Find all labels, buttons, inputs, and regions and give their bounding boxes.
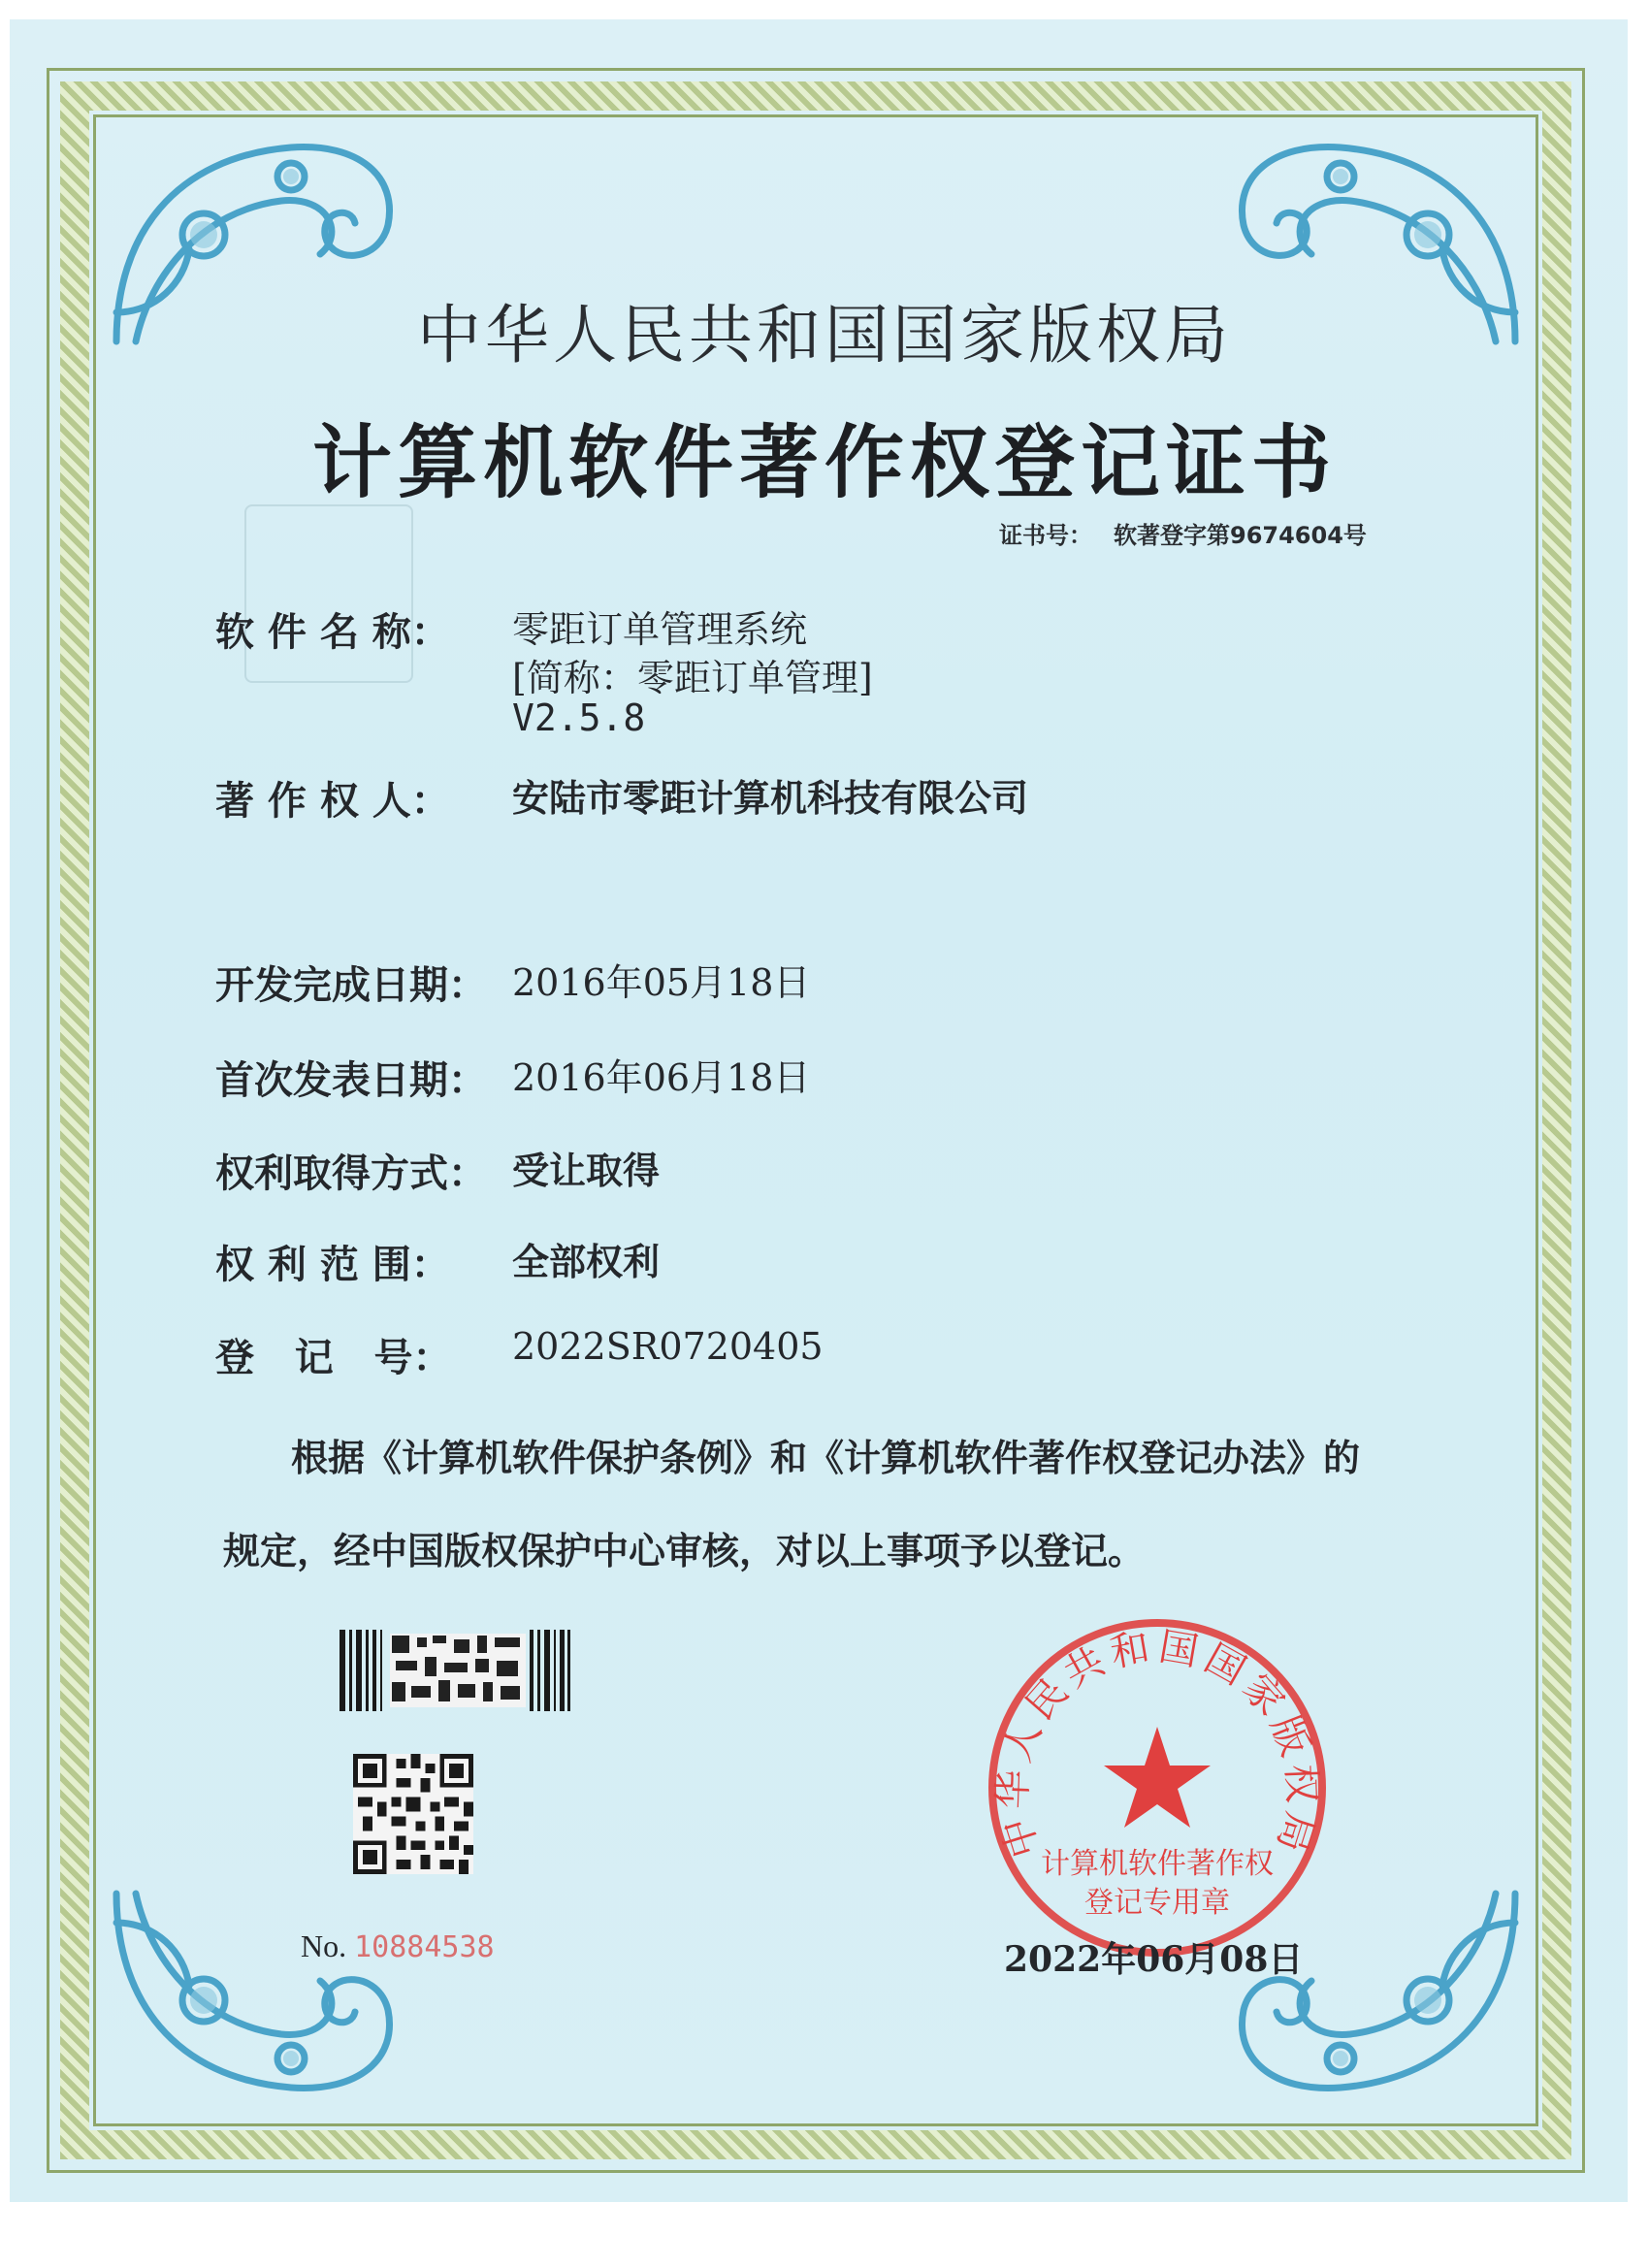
certificate-number-label: 证书号： (999, 522, 1092, 549)
development-date-value: 2016年05月18日 (512, 961, 811, 1004)
issuing-authority: 中华人民共和国国家版权局 (417, 298, 1232, 373)
acquisition-method-value: 受让取得 (512, 1150, 661, 1192)
qr-code (353, 1754, 473, 1874)
corner-ornament-bottom-left (97, 1874, 417, 2117)
registration-number-label: 登 记 号： (215, 1336, 452, 1380)
serial-number (301, 1928, 495, 1964)
seal-star-icon (1104, 1727, 1211, 1828)
registration-number-value: 2022SR0720405 (512, 1325, 824, 1368)
certificate-number-value: 软著登字第9674604号 (1114, 522, 1367, 549)
issue-date: 2022年06月08日 (1004, 1939, 1304, 1980)
seal-ring-text: 中华人民共和国国家版权局 (990, 1624, 1324, 1863)
seal-line-1: 计算机软件著作权 (1041, 1847, 1274, 1881)
first-publication-date-value: 2016年06月18日 (512, 1056, 811, 1099)
development-date-label: 开发完成日期： (215, 963, 487, 1008)
rights-scope-value: 全部权利 (512, 1241, 661, 1283)
acquisition-method-label: 权利取得方式： (215, 1151, 487, 1196)
certificate-number (999, 516, 1367, 550)
barcode (340, 1630, 570, 1711)
statement-line-2: 规定，经中国版权保护中心审核，对以上事项予以登记。 (223, 1530, 1146, 1572)
software-name-label: 软 件 名 称： (215, 610, 450, 655)
serial-number-label: No. (301, 1928, 347, 1963)
statement-line-1: 根据《计算机软件保护条例》和《计算机软件著作权登记办法》的 (291, 1437, 1361, 1479)
seal-line-2: 登记专用章 (1084, 1886, 1230, 1920)
serial-number-value: 10884538 (354, 1930, 495, 1964)
software-name-value: 零距订单管理系统 (512, 608, 808, 651)
software-short-name-value: [简称：零距订单管理] (512, 657, 873, 699)
copyright-holder-value: 安陆市零距计算机科技有限公司 (512, 777, 1029, 820)
first-publication-date-label: 首次发表日期： (215, 1058, 487, 1103)
software-version-value: V2.5.8 (512, 697, 646, 739)
certificate-title: 计算机软件著作权登记证书 (311, 416, 1337, 509)
copyright-holder-label: 著 作 权 人： (215, 779, 450, 824)
rights-scope-label: 权 利 范 围： (215, 1243, 450, 1287)
